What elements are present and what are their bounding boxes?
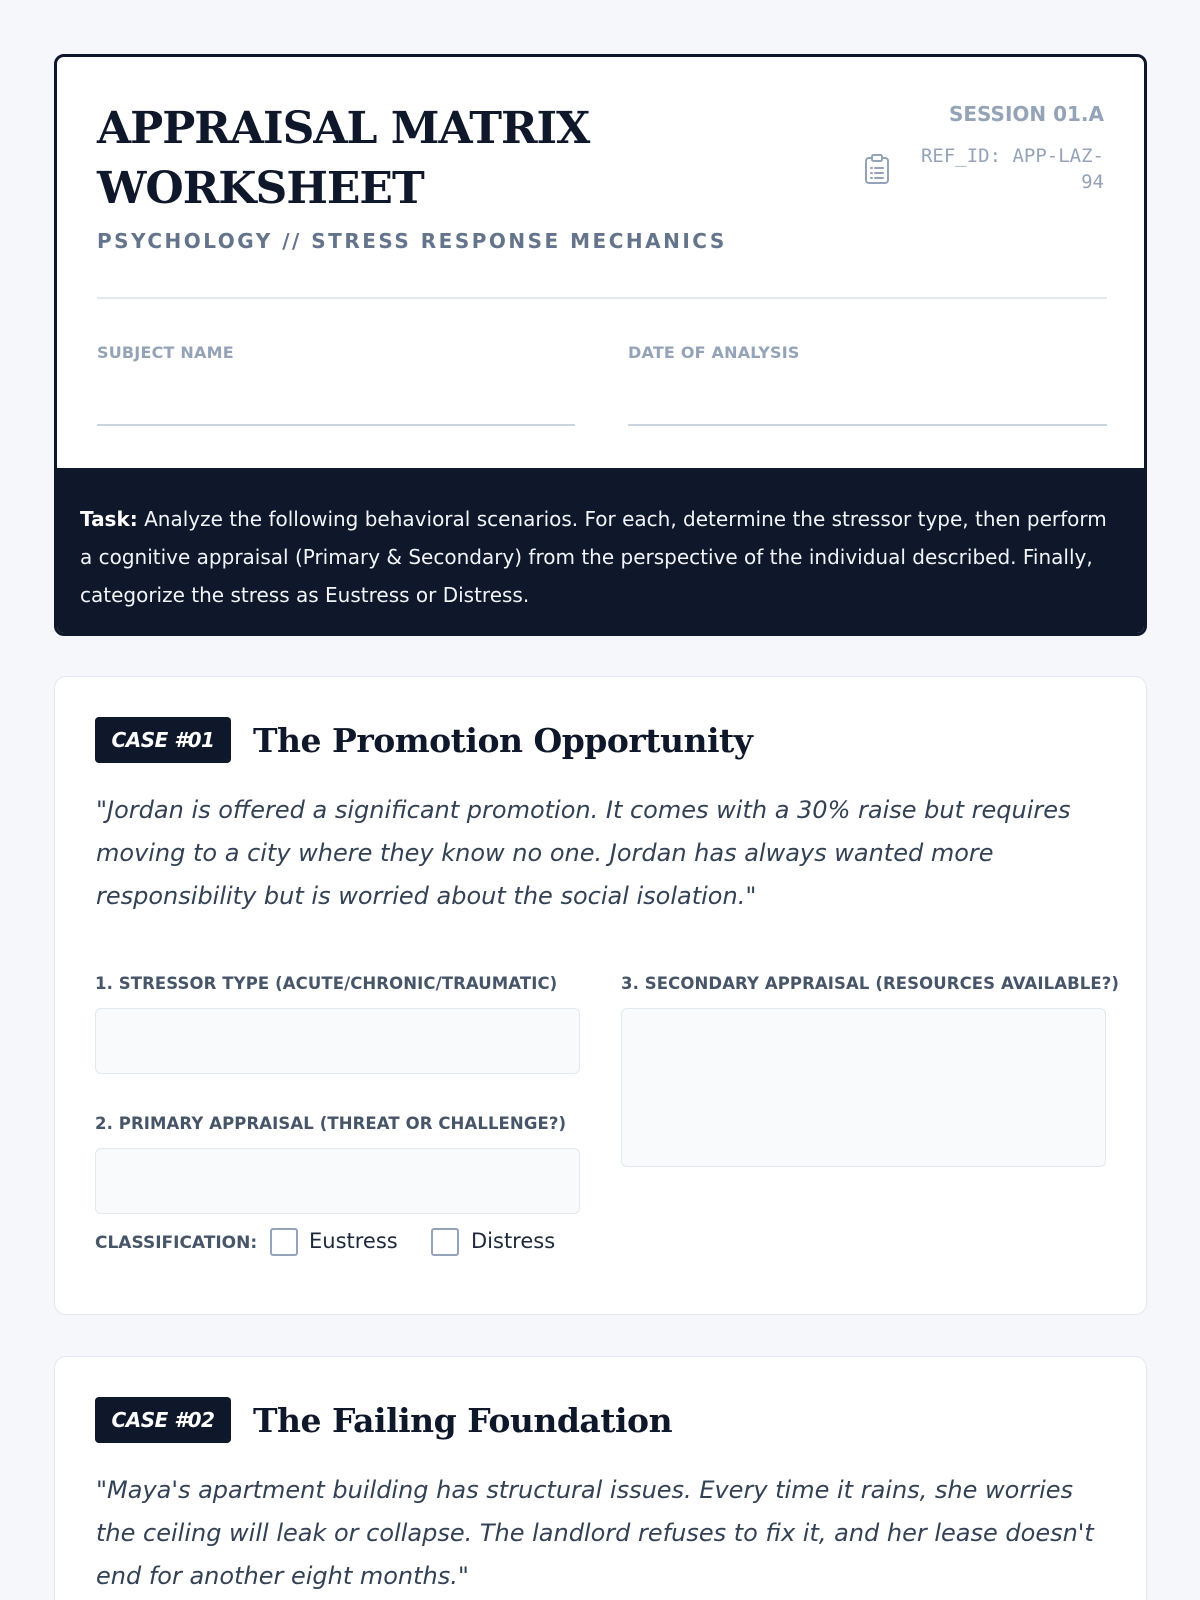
date-of-analysis-label: DATE OF ANALYSIS xyxy=(628,343,800,362)
distress-checkbox[interactable] xyxy=(431,1228,459,1256)
case-scenario-quote: "Maya's apartment building has structural issues. Every time it rains, she worries the ceiling will leak or collapse. The landlord refuses to fix it, and her lease doesn't end for another eight months." xyxy=(96,1476,1094,1590)
case-badge: CASE #02 xyxy=(95,1397,231,1443)
page-subtitle: PSYCHOLOGY // STRESS RESPONSE MECHANICS xyxy=(97,229,727,253)
task-instructions xyxy=(57,468,1144,636)
subject-name-label: SUBJECT NAME xyxy=(97,343,234,362)
task-lead: Task: xyxy=(80,507,138,531)
stressor-type-label: 1. STRESSOR TYPE (ACUTE/CHRONIC/TRAUMATIC) xyxy=(95,974,558,993)
title-line-2: WORKSHEET xyxy=(97,163,424,214)
eustress-option-label[interactable]: Eustress xyxy=(309,1229,398,1253)
primary-appraisal-label: 2. PRIMARY APPRAISAL (THREAT OR CHALLENGE?) xyxy=(95,1114,567,1133)
subject-name-field[interactable] xyxy=(97,424,575,426)
case-card-01 xyxy=(54,676,1147,1315)
ref-id-text: REF_ID: APP-LAZ-94 xyxy=(920,145,1104,193)
case-title: The Promotion Opportunity xyxy=(253,721,753,760)
secondary-appraisal-input[interactable] xyxy=(621,1008,1106,1167)
task-text: Analyze the following behavioral scenarios. For each, determine the stressor type, then perform a cognitive appraisal (Primary & Secondary) from the perspective of the individual described. Finally, categorize the stress as Eustress or Distress. xyxy=(80,507,1107,607)
case-badge: CASE #01 xyxy=(95,717,231,763)
case-title: The Failing Foundation xyxy=(253,1401,673,1440)
title-line-1: APPRAISAL MATRIX xyxy=(97,103,590,154)
ref-id-block xyxy=(864,143,1104,203)
primary-appraisal-input[interactable] xyxy=(95,1148,580,1214)
stressor-type-input[interactable] xyxy=(95,1008,580,1074)
clipboard-list-icon xyxy=(864,153,890,185)
header-divider xyxy=(97,297,1107,299)
session-label: SESSION 01.A xyxy=(948,102,1104,126)
secondary-appraisal-label: 3. SECONDARY APPRAISAL (RESOURCES AVAILABLE?) xyxy=(621,974,1120,993)
worksheet-header-card xyxy=(54,54,1147,636)
page-title xyxy=(97,99,589,219)
eustress-checkbox[interactable] xyxy=(270,1228,298,1256)
case-scenario-quote: "Jordan is offered a significant promotion. It comes with a 30% raise but requires moving to a city where they know no one. Jordan has always wanted more responsibility but is worried about the social isolation." xyxy=(96,796,1071,910)
classification-label: CLASSIFICATION: xyxy=(95,1233,258,1253)
date-of-analysis-field[interactable] xyxy=(628,424,1107,426)
case-card-02 xyxy=(54,1356,1147,1600)
distress-option-label[interactable]: Distress xyxy=(471,1229,556,1253)
